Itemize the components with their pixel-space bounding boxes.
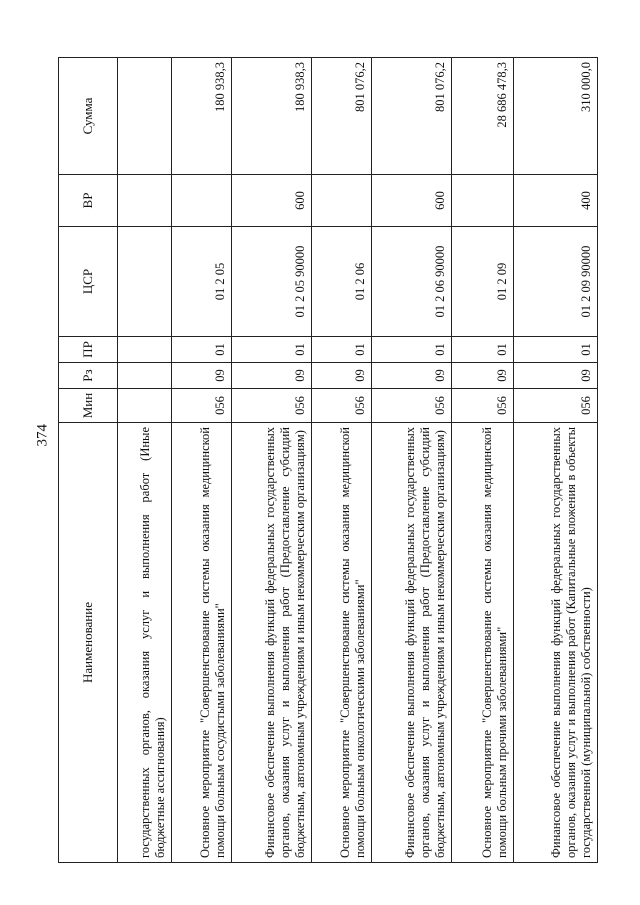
row-pr: 01 [172, 337, 232, 363]
header-rz: Рз [59, 363, 118, 389]
row-vr [172, 175, 232, 227]
header-row [59, 58, 118, 863]
row-min: 056 [452, 389, 514, 423]
row-sum [118, 58, 172, 175]
row-sum: 28 686 478,3 [452, 58, 514, 175]
row-name: Основное мероприятие "Совершенствование системы оказания медицинской помощи больным сосудистыми заболеваниями" [172, 423, 232, 863]
header-sum: Сумма [59, 58, 118, 175]
rotated-page [58, 58, 608, 863]
row-csr: 01 2 09 [452, 227, 514, 337]
header-csr: ЦСР [59, 227, 118, 337]
row-min: 056 [232, 389, 312, 423]
table-row [118, 58, 172, 863]
row-csr: 01 2 06 [312, 227, 372, 337]
row-vr: 600 [232, 175, 312, 227]
table-row [232, 58, 312, 863]
row-name: Финансовое обеспечение выполнения функций федеральных государственных органов, оказания услуг и выполнения работ (Предоставление субсидий бюджетным, автономным учреждениям и иным некоммерческим организациям) [372, 423, 452, 863]
table-row [172, 58, 232, 863]
table-row [452, 58, 514, 863]
row-pr: 01 [232, 337, 312, 363]
header-pr: ПР [59, 337, 118, 363]
row-min: 056 [312, 389, 372, 423]
row-csr [118, 227, 172, 337]
row-rz: 09 [452, 363, 514, 389]
table-body [118, 58, 598, 863]
row-rz: 09 [172, 363, 232, 389]
row-min [118, 389, 172, 423]
row-name: Финансовое обеспечение выполнения функций федеральных государственных органов, оказания услуг и выполнения работ (Капитальные вложения в объекты государственной (муниципальной) собственности) [514, 423, 598, 863]
row-rz: 09 [232, 363, 312, 389]
table-row [372, 58, 452, 863]
budget-table [58, 57, 598, 863]
row-sum: 310 000,0 [514, 58, 598, 175]
row-sum: 801 076,2 [312, 58, 372, 175]
row-pr: 01 [514, 337, 598, 363]
table-row [312, 58, 372, 863]
table-row [514, 58, 598, 863]
row-csr: 01 2 06 90000 [372, 227, 452, 337]
row-min: 056 [514, 389, 598, 423]
header-name: Наименование [59, 423, 118, 863]
row-csr: 01 2 09 90000 [514, 227, 598, 337]
row-vr [452, 175, 514, 227]
row-sum: 180 938,3 [232, 58, 312, 175]
row-pr: 01 [372, 337, 452, 363]
row-pr: 01 [312, 337, 372, 363]
row-rz: 09 [312, 363, 372, 389]
row-min: 056 [372, 389, 452, 423]
row-rz [118, 363, 172, 389]
header-min: Мин [59, 389, 118, 423]
row-name: Основное мероприятие "Совершенствование системы оказания медицинской помощи больным прочими заболеваниями" [452, 423, 514, 863]
row-vr [118, 175, 172, 227]
table-header [59, 58, 118, 863]
row-sum: 180 938,3 [172, 58, 232, 175]
table-container [58, 58, 608, 863]
row-pr [118, 337, 172, 363]
row-min: 056 [172, 389, 232, 423]
row-sum: 801 076,2 [372, 58, 452, 175]
row-rz: 09 [372, 363, 452, 389]
row-rz: 09 [514, 363, 598, 389]
header-vr: ВР [59, 175, 118, 227]
row-vr: 400 [514, 175, 598, 227]
row-pr: 01 [452, 337, 514, 363]
row-name: государственных органов, оказания услуг и выполнения работ (Иные бюджетные ассигнования) [118, 423, 172, 863]
row-vr: 600 [372, 175, 452, 227]
row-name: Финансовое обеспечение выполнения функций федеральных государственных органов, оказания услуг и выполнения работ (Предоставление субсидий бюджетным, автономным учреждениям и иным некоммерческим организациям) [232, 423, 312, 863]
row-csr: 01 2 05 [172, 227, 232, 337]
page-number: 374 [34, 424, 51, 447]
row-csr: 01 2 05 90000 [232, 227, 312, 337]
row-vr [312, 175, 372, 227]
row-name: Основное мероприятие "Совершенствование системы оказания медицинской помощи больным онкологическими заболеваниями" [312, 423, 372, 863]
